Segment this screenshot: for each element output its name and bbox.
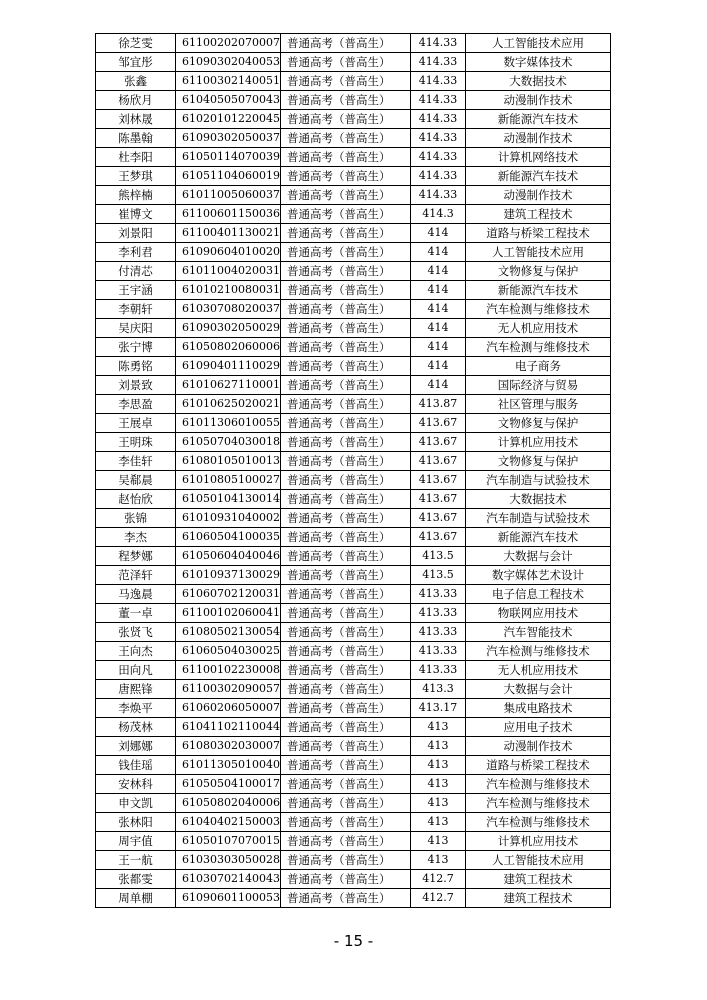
exam-id-cell: 61080105010013 <box>176 452 281 471</box>
major-cell: 电子商务 <box>466 357 611 376</box>
major-cell: 数字媒体技术 <box>466 53 611 72</box>
admission-type-cell: 普通高考（普高生） <box>281 91 411 110</box>
exam-id-cell: 61020101220045 <box>176 110 281 129</box>
table-row <box>96 433 611 452</box>
exam-id-cell: 61051104060019 <box>176 167 281 186</box>
table-row <box>96 490 611 509</box>
exam-id-cell: 61010805100027 <box>176 471 281 490</box>
exam-id-cell: 61050114070039 <box>176 148 281 167</box>
table-row <box>96 699 611 718</box>
student-name-cell: 杨茂林 <box>96 718 176 737</box>
score-cell: 413.33 <box>411 623 466 642</box>
exam-id-cell: 61030708020037 <box>176 300 281 319</box>
table-row <box>96 338 611 357</box>
student-name-cell: 王展卓 <box>96 414 176 433</box>
score-cell: 414.33 <box>411 91 466 110</box>
admission-type-cell: 普通高考（普高生） <box>281 300 411 319</box>
exam-id-cell: 61010625020021 <box>176 395 281 414</box>
major-cell: 汽车制造与试验技术 <box>466 509 611 528</box>
admission-type-cell: 普通高考（普高生） <box>281 34 411 53</box>
exam-id-cell: 61010937130029 <box>176 566 281 585</box>
score-cell: 414.33 <box>411 72 466 91</box>
exam-id-cell: 61030702140043 <box>176 870 281 889</box>
major-cell: 动漫制作技术 <box>466 737 611 756</box>
score-cell: 414 <box>411 243 466 262</box>
major-cell: 新能源汽车技术 <box>466 167 611 186</box>
exam-id-cell: 61010627110001 <box>176 376 281 395</box>
student-name-cell: 李利君 <box>96 243 176 262</box>
admission-type-cell: 普通高考（普高生） <box>281 889 411 908</box>
exam-id-cell: 61100202070007 <box>176 34 281 53</box>
student-name-cell: 王一航 <box>96 851 176 870</box>
table-row <box>96 832 611 851</box>
admission-type-cell: 普通高考（普高生） <box>281 262 411 281</box>
major-cell: 应用电子技术 <box>466 718 611 737</box>
table-row <box>96 889 611 908</box>
admission-type-cell: 普通高考（普高生） <box>281 205 411 224</box>
student-name-cell: 吴郗晨 <box>96 471 176 490</box>
exam-id-cell: 61090302040053 <box>176 53 281 72</box>
major-cell: 建筑工程技术 <box>466 870 611 889</box>
score-cell: 413 <box>411 851 466 870</box>
major-cell: 道路与桥梁工程技术 <box>466 224 611 243</box>
exam-id-cell: 61011305010040 <box>176 756 281 775</box>
score-cell: 413.33 <box>411 661 466 680</box>
exam-id-cell: 61011004020031 <box>176 262 281 281</box>
admission-type-cell: 普通高考（普高生） <box>281 243 411 262</box>
admission-type-cell: 普通高考（普高生） <box>281 72 411 91</box>
student-name-cell: 张贤飞 <box>96 623 176 642</box>
table-row <box>96 813 611 832</box>
table-row <box>96 851 611 870</box>
admission-type-cell: 普通高考（普高生） <box>281 642 411 661</box>
admission-type-cell: 普通高考（普高生） <box>281 338 411 357</box>
exam-id-cell: 61100601150036 <box>176 205 281 224</box>
exam-id-cell: 61060702120031 <box>176 585 281 604</box>
table-row <box>96 34 611 53</box>
table-row <box>96 471 611 490</box>
exam-id-cell: 61090604010020 <box>176 243 281 262</box>
exam-id-cell: 61030303050028 <box>176 851 281 870</box>
student-name-cell: 付清芯 <box>96 262 176 281</box>
major-cell: 汽车检测与维修技术 <box>466 300 611 319</box>
score-cell: 413 <box>411 813 466 832</box>
student-name-cell: 杨欣月 <box>96 91 176 110</box>
exam-id-cell: 61040402150003 <box>176 813 281 832</box>
table-row <box>96 775 611 794</box>
admission-type-cell: 普通高考（普高生） <box>281 433 411 452</box>
major-cell: 动漫制作技术 <box>466 91 611 110</box>
major-cell: 电子信息工程技术 <box>466 585 611 604</box>
major-cell: 新能源汽车技术 <box>466 110 611 129</box>
exam-id-cell: 61060206050007 <box>176 699 281 718</box>
student-name-cell: 王向杰 <box>96 642 176 661</box>
admission-type-cell: 普通高考（普高生） <box>281 395 411 414</box>
major-cell: 大数据技术 <box>466 490 611 509</box>
exam-id-cell: 61090601100053 <box>176 889 281 908</box>
table-row <box>96 452 611 471</box>
student-name-cell: 程梦娜 <box>96 547 176 566</box>
exam-id-cell: 61040505070043 <box>176 91 281 110</box>
admission-type-cell: 普通高考（普高生） <box>281 186 411 205</box>
admission-type-cell: 普通高考（普高生） <box>281 319 411 338</box>
major-cell: 无人机应用技术 <box>466 661 611 680</box>
student-name-cell: 范泽轩 <box>96 566 176 585</box>
admission-type-cell: 普通高考（普高生） <box>281 357 411 376</box>
admission-type-cell: 普通高考（普高生） <box>281 661 411 680</box>
score-cell: 414.33 <box>411 110 466 129</box>
table-row <box>96 623 611 642</box>
student-name-cell: 王梦琪 <box>96 167 176 186</box>
major-cell: 汽车检测与维修技术 <box>466 338 611 357</box>
student-name-cell: 陈勇铭 <box>96 357 176 376</box>
score-cell: 414 <box>411 300 466 319</box>
major-cell: 大数据技术 <box>466 72 611 91</box>
table-row <box>96 376 611 395</box>
table-row <box>96 585 611 604</box>
student-name-cell: 张林阳 <box>96 813 176 832</box>
score-cell: 414.3 <box>411 205 466 224</box>
score-cell: 414.33 <box>411 53 466 72</box>
major-cell: 人工智能技术应用 <box>466 851 611 870</box>
student-name-cell: 张都雯 <box>96 870 176 889</box>
admission-type-cell: 普通高考（普高生） <box>281 224 411 243</box>
student-name-cell: 邹宜彤 <box>96 53 176 72</box>
exam-id-cell: 61050604040046 <box>176 547 281 566</box>
admission-type-cell: 普通高考（普高生） <box>281 110 411 129</box>
score-cell: 414.33 <box>411 148 466 167</box>
student-name-cell: 李佳轩 <box>96 452 176 471</box>
student-name-cell: 安林科 <box>96 775 176 794</box>
score-cell: 413 <box>411 775 466 794</box>
table-row <box>96 718 611 737</box>
score-cell: 412.7 <box>411 870 466 889</box>
score-cell: 413.67 <box>411 490 466 509</box>
score-cell: 413.67 <box>411 528 466 547</box>
score-cell: 413.67 <box>411 471 466 490</box>
score-cell: 413.33 <box>411 585 466 604</box>
score-cell: 414.33 <box>411 129 466 148</box>
admission-type-cell: 普通高考（普高生） <box>281 547 411 566</box>
score-cell: 414 <box>411 224 466 243</box>
table-row <box>96 661 611 680</box>
exam-id-cell: 61060504030025 <box>176 642 281 661</box>
major-cell: 汽车检测与维修技术 <box>466 775 611 794</box>
score-cell: 414 <box>411 357 466 376</box>
major-cell: 数字媒体艺术设计 <box>466 566 611 585</box>
student-name-cell: 周宇值 <box>96 832 176 851</box>
exam-id-cell: 61050504100017 <box>176 775 281 794</box>
admission-type-cell: 普通高考（普高生） <box>281 471 411 490</box>
admission-type-cell: 普通高考（普高生） <box>281 281 411 300</box>
admission-list-table <box>95 33 611 908</box>
admission-type-cell: 普通高考（普高生） <box>281 832 411 851</box>
score-cell: 414.33 <box>411 167 466 186</box>
exam-id-cell: 61100102060041 <box>176 604 281 623</box>
score-cell: 413 <box>411 718 466 737</box>
student-name-cell: 刘娜娜 <box>96 737 176 756</box>
table-row <box>96 53 611 72</box>
student-name-cell: 刘景阳 <box>96 224 176 243</box>
admission-type-cell: 普通高考（普高生） <box>281 414 411 433</box>
exam-id-cell: 61100302140051 <box>176 72 281 91</box>
page-number: - 15 - <box>333 932 374 950</box>
exam-id-cell: 61090302050029 <box>176 319 281 338</box>
major-cell: 汽车检测与维修技术 <box>466 642 611 661</box>
admission-type-cell: 普通高考（普高生） <box>281 604 411 623</box>
table-row <box>96 604 611 623</box>
major-cell: 无人机应用技术 <box>466 319 611 338</box>
major-cell: 国际经济与贸易 <box>466 376 611 395</box>
student-name-cell: 吴庆阳 <box>96 319 176 338</box>
table-row <box>96 642 611 661</box>
admission-type-cell: 普通高考（普高生） <box>281 452 411 471</box>
table-body <box>96 34 611 908</box>
exam-id-cell: 61050802060006 <box>176 338 281 357</box>
admission-type-cell: 普通高考（普高生） <box>281 623 411 642</box>
table-row <box>96 72 611 91</box>
exam-id-cell: 61080502130054 <box>176 623 281 642</box>
admission-type-cell: 普通高考（普高生） <box>281 794 411 813</box>
table-row <box>96 300 611 319</box>
exam-id-cell: 61050107070015 <box>176 832 281 851</box>
table-row <box>96 148 611 167</box>
major-cell: 汽车检测与维修技术 <box>466 794 611 813</box>
student-name-cell: 王宇涵 <box>96 281 176 300</box>
student-name-cell: 杜李阳 <box>96 148 176 167</box>
admission-type-cell: 普通高考（普高生） <box>281 775 411 794</box>
score-cell: 413.67 <box>411 433 466 452</box>
student-name-cell: 李思盈 <box>96 395 176 414</box>
score-cell: 413 <box>411 832 466 851</box>
table-row <box>96 186 611 205</box>
exam-id-cell: 61100102230008 <box>176 661 281 680</box>
major-cell: 新能源汽车技术 <box>466 281 611 300</box>
table-row <box>96 281 611 300</box>
table-row <box>96 547 611 566</box>
score-cell: 414.33 <box>411 186 466 205</box>
score-cell: 413.67 <box>411 509 466 528</box>
table-row <box>96 319 611 338</box>
admission-type-cell: 普通高考（普高生） <box>281 813 411 832</box>
table-row <box>96 794 611 813</box>
major-cell: 新能源汽车技术 <box>466 528 611 547</box>
student-name-cell: 徐芝雯 <box>96 34 176 53</box>
exam-id-cell: 61050802040006 <box>176 794 281 813</box>
student-name-cell: 钱佳瑶 <box>96 756 176 775</box>
major-cell: 社区管理与服务 <box>466 395 611 414</box>
score-cell: 414 <box>411 262 466 281</box>
exam-id-cell: 61041102110044 <box>176 718 281 737</box>
major-cell: 人工智能技术应用 <box>466 243 611 262</box>
score-cell: 413.5 <box>411 566 466 585</box>
student-name-cell: 崔博文 <box>96 205 176 224</box>
table-row <box>96 224 611 243</box>
admission-type-cell: 普通高考（普高生） <box>281 718 411 737</box>
student-name-cell: 申文凯 <box>96 794 176 813</box>
table-row <box>96 756 611 775</box>
table-row <box>96 509 611 528</box>
admission-type-cell: 普通高考（普高生） <box>281 376 411 395</box>
exam-id-cell: 61080302030007 <box>176 737 281 756</box>
student-name-cell: 熊梓楠 <box>96 186 176 205</box>
admission-type-cell: 普通高考（普高生） <box>281 585 411 604</box>
score-cell: 413.5 <box>411 547 466 566</box>
table-row <box>96 110 611 129</box>
admission-type-cell: 普通高考（普高生） <box>281 148 411 167</box>
score-cell: 413.33 <box>411 604 466 623</box>
student-name-cell: 李朝轩 <box>96 300 176 319</box>
major-cell: 动漫制作技术 <box>466 186 611 205</box>
table-row <box>96 680 611 699</box>
student-name-cell: 赵怡欣 <box>96 490 176 509</box>
student-name-cell: 田向凡 <box>96 661 176 680</box>
score-cell: 413.67 <box>411 452 466 471</box>
admission-type-cell: 普通高考（普高生） <box>281 490 411 509</box>
major-cell: 计算机应用技术 <box>466 433 611 452</box>
student-name-cell: 唐熙锋 <box>96 680 176 699</box>
exam-id-cell: 61090401110029 <box>176 357 281 376</box>
major-cell: 大数据与会计 <box>466 547 611 566</box>
admission-type-cell: 普通高考（普高生） <box>281 528 411 547</box>
table-row <box>96 528 611 547</box>
major-cell: 计算机网络技术 <box>466 148 611 167</box>
score-cell: 414 <box>411 376 466 395</box>
score-cell: 413.17 <box>411 699 466 718</box>
student-name-cell: 马逸晨 <box>96 585 176 604</box>
exam-id-cell: 61011005060037 <box>176 186 281 205</box>
admission-type-cell: 普通高考（普高生） <box>281 566 411 585</box>
student-name-cell: 张鑫 <box>96 72 176 91</box>
exam-id-cell: 61100401130021 <box>176 224 281 243</box>
student-name-cell: 陈墨翰 <box>96 129 176 148</box>
admission-type-cell: 普通高考（普高生） <box>281 756 411 775</box>
table-row <box>96 243 611 262</box>
table-row <box>96 129 611 148</box>
major-cell: 计算机应用技术 <box>466 832 611 851</box>
major-cell: 汽车智能技术 <box>466 623 611 642</box>
student-name-cell: 李杰 <box>96 528 176 547</box>
major-cell: 文物修复与保护 <box>466 262 611 281</box>
admission-type-cell: 普通高考（普高生） <box>281 851 411 870</box>
score-cell: 413.67 <box>411 414 466 433</box>
major-cell: 集成电路技术 <box>466 699 611 718</box>
table-row <box>96 870 611 889</box>
major-cell: 物联网应用技术 <box>466 604 611 623</box>
score-cell: 413 <box>411 794 466 813</box>
score-cell: 413 <box>411 737 466 756</box>
table-row <box>96 395 611 414</box>
major-cell: 道路与桥梁工程技术 <box>466 756 611 775</box>
admission-type-cell: 普通高考（普高生） <box>281 680 411 699</box>
admission-type-cell: 普通高考（普高生） <box>281 509 411 528</box>
table-row <box>96 205 611 224</box>
exam-id-cell: 61050704030018 <box>176 433 281 452</box>
student-name-cell: 刘林晟 <box>96 110 176 129</box>
score-cell: 413.3 <box>411 680 466 699</box>
major-cell: 文物修复与保护 <box>466 452 611 471</box>
student-name-cell: 王明珠 <box>96 433 176 452</box>
table-row <box>96 737 611 756</box>
major-cell: 人工智能技术应用 <box>466 34 611 53</box>
score-cell: 413 <box>411 756 466 775</box>
major-cell: 汽车检测与维修技术 <box>466 813 611 832</box>
table-row <box>96 414 611 433</box>
major-cell: 动漫制作技术 <box>466 129 611 148</box>
score-cell: 414 <box>411 281 466 300</box>
student-name-cell: 张锦 <box>96 509 176 528</box>
score-cell: 412.7 <box>411 889 466 908</box>
major-cell: 文物修复与保护 <box>466 414 611 433</box>
exam-id-cell: 61090302050037 <box>176 129 281 148</box>
student-name-cell: 李焕平 <box>96 699 176 718</box>
exam-id-cell: 61060504100035 <box>176 528 281 547</box>
admission-type-cell: 普通高考（普高生） <box>281 129 411 148</box>
student-name-cell: 周单棚 <box>96 889 176 908</box>
score-cell: 414.33 <box>411 34 466 53</box>
score-cell: 414 <box>411 338 466 357</box>
exam-id-cell: 61100302090057 <box>176 680 281 699</box>
score-cell: 413.87 <box>411 395 466 414</box>
admission-type-cell: 普通高考（普高生） <box>281 53 411 72</box>
exam-id-cell: 61011306010055 <box>176 414 281 433</box>
major-cell: 大数据与会计 <box>466 680 611 699</box>
major-cell: 建筑工程技术 <box>466 889 611 908</box>
student-name-cell: 张宁博 <box>96 338 176 357</box>
table-row <box>96 167 611 186</box>
score-cell: 413.33 <box>411 642 466 661</box>
table-row <box>96 91 611 110</box>
score-cell: 414 <box>411 319 466 338</box>
table-row <box>96 357 611 376</box>
exam-id-cell: 61010931040002 <box>176 509 281 528</box>
exam-id-cell: 61010210080031 <box>176 281 281 300</box>
student-name-cell: 刘景致 <box>96 376 176 395</box>
major-cell: 建筑工程技术 <box>466 205 611 224</box>
admission-type-cell: 普通高考（普高生） <box>281 870 411 889</box>
admission-type-cell: 普通高考（普高生） <box>281 167 411 186</box>
student-name-cell: 董一卓 <box>96 604 176 623</box>
admission-type-cell: 普通高考（普高生） <box>281 737 411 756</box>
major-cell: 汽车制造与试验技术 <box>466 471 611 490</box>
exam-id-cell: 61050104130014 <box>176 490 281 509</box>
admission-type-cell: 普通高考（普高生） <box>281 699 411 718</box>
table-row <box>96 566 611 585</box>
table-row <box>96 262 611 281</box>
